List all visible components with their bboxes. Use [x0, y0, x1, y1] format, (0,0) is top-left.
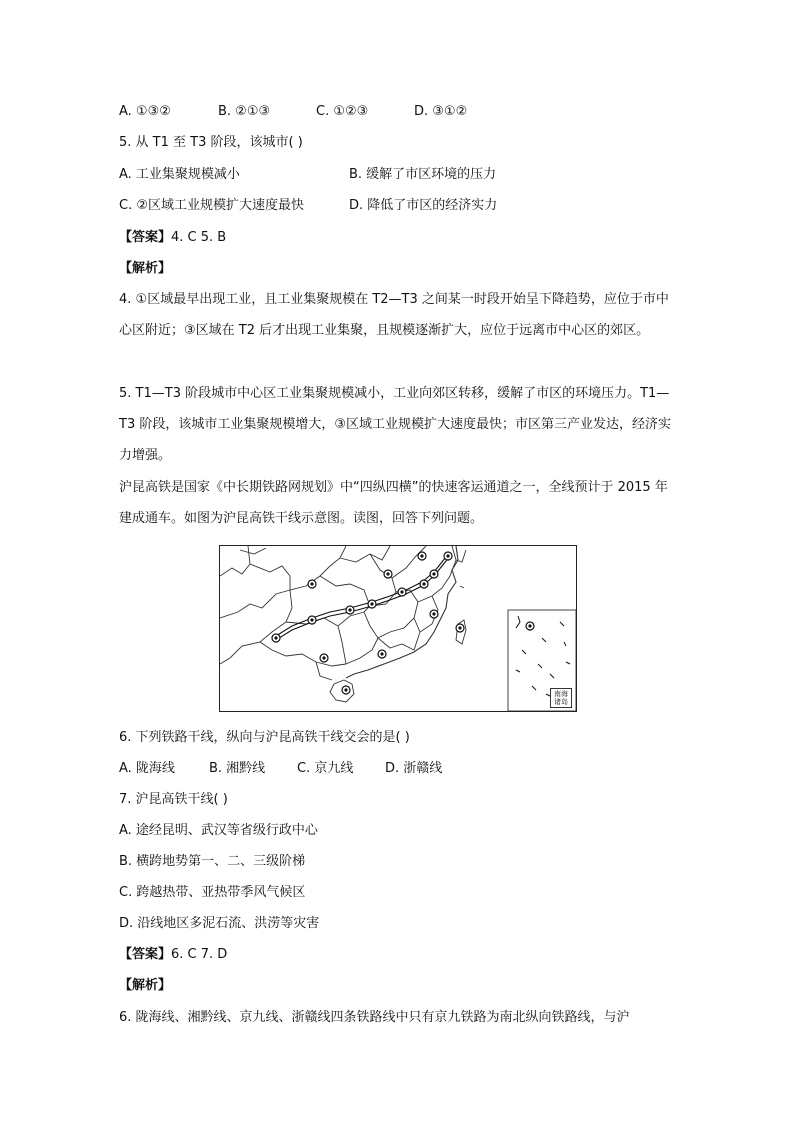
explanation-6: 6. 陇海线、湘黔线、京九线、浙赣线四条铁路线中只有京九铁路为南北纵向铁路线，与沪	[119, 1010, 630, 1025]
q7-option-d: D. 沿线地区多泥石流、洪涝等灾害	[119, 916, 320, 931]
answer-label: 【答案】	[119, 230, 172, 245]
q6-option-c: C. 京九线	[297, 761, 354, 776]
q6-stem: 6. 下列铁路干线，纵向与沪昆高铁干线交会的是( )	[119, 730, 410, 745]
q5-option-a: A. 工业集聚规模减小	[119, 167, 240, 182]
q4-option-a: A. ①③②	[119, 104, 171, 119]
q5-option-d: D. 降低了市区的经济实力	[349, 198, 498, 213]
q4-option-b: B. ②①③	[218, 104, 271, 119]
q5-stem: 5. 从 T1 至 T3 阶段，该城市( )	[119, 135, 303, 150]
analysis-label: 【解析】	[119, 978, 172, 993]
answer-line-1	[119, 229, 226, 247]
q6-option-b: B. 湘黔线	[209, 761, 266, 776]
explanation-4: 4. ①区域最早出现工业，且工业集聚规模在 T2—T3 之间某一时段开始呈下降趋势，应位于市中心区附近；③区域在 T2 后才出现工业集聚，且规模逐渐扩大，应位于远离市中心区的郊区。	[119, 292, 669, 338]
q7-option-b: B. 横跨地势第一、二、三级阶梯	[119, 854, 306, 869]
q7-stem: 7. 沪昆高铁干线( )	[119, 792, 228, 807]
answer-line-2	[119, 946, 227, 964]
railway-map	[219, 545, 577, 712]
answer-text: 6. C 7. D	[171, 947, 228, 962]
q4-option-c: C. ①②③	[316, 104, 369, 119]
q5-option-b: B. 缓解了市区环境的压力	[349, 167, 497, 182]
inset-label-south-china-sea: 南海诸岛	[550, 688, 572, 708]
q4-option-d: D. ③①②	[414, 104, 468, 119]
explanation-5: 5. T1—T3 阶段城市中心区工业集聚规模减小，工业向郊区转移，缓解了市区的环境压力。T1—T3 阶段，该城市工业集聚规模增大，③区域工业规模扩大速度最快；市区第三产业发达，经济实力增强。	[119, 386, 671, 463]
answer-label: 【答案】	[119, 947, 172, 962]
q6-option-d: D. 浙赣线	[385, 761, 443, 776]
passage-intro: 沪昆高铁是国家《中长期铁路网规划》中“四纵四横”的快速客运通道之一，全线预计于 2015 年建成通车。如图为沪昆高铁干线示意图。读图，回答下列问题。	[119, 480, 668, 526]
q6-option-a: A. 陇海线	[119, 761, 175, 776]
map-svg	[220, 546, 576, 711]
q7-option-a: A. 途经昆明、武汉等省级行政中心	[119, 823, 318, 838]
analysis-label: 【解析】	[119, 261, 172, 276]
q7-option-c: C. 跨越热带、亚热带季风气候区	[119, 885, 306, 900]
answer-text: 4. C 5. B	[171, 230, 227, 245]
q5-option-c: C. ②区域工业规模扩大速度最快	[119, 198, 304, 213]
